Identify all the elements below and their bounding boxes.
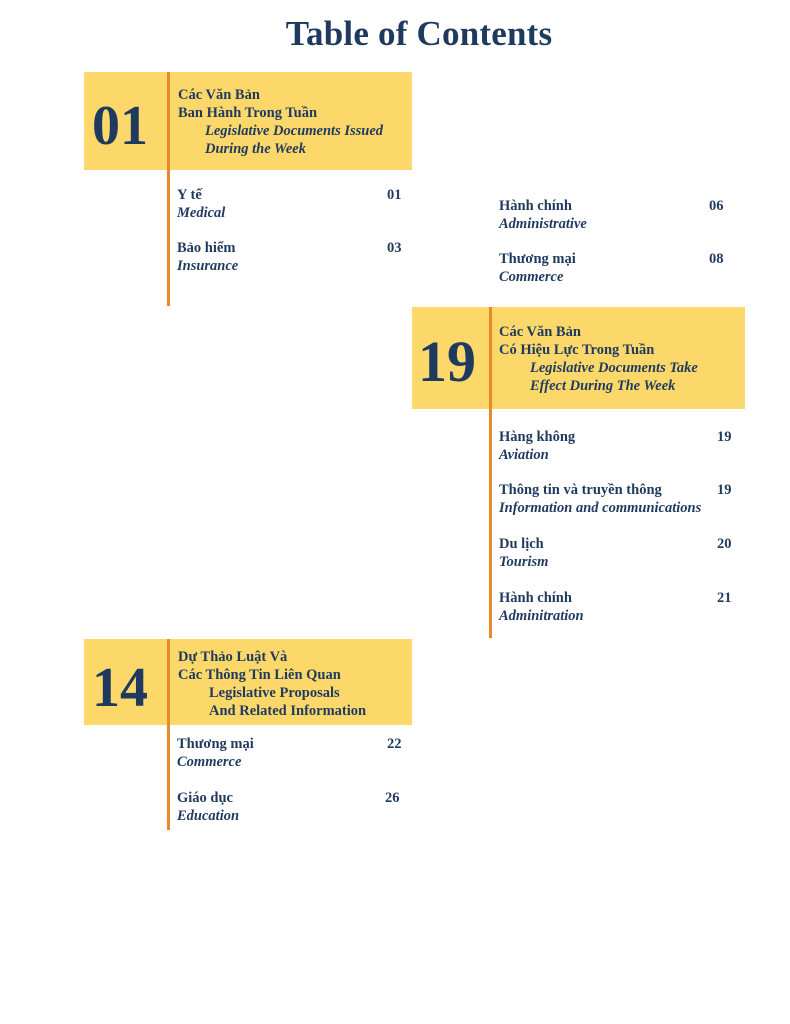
entry-page-number: 03 [387, 240, 402, 256]
entry-title-vi: Bảo hiểm [177, 240, 236, 256]
section-14-heading [178, 648, 366, 720]
toc-entry-commerce[interactable] [499, 250, 727, 286]
section-19-heading-vi-line2: Có Hiệu Lực Trong Tuần [499, 342, 655, 358]
entry-page-number: 22 [387, 736, 402, 752]
entry-title-vi: Y tế [177, 187, 202, 203]
section-19-number: 19 [418, 329, 476, 394]
entry-title-en: Commerce [499, 269, 564, 285]
entry-page-number: 19 [717, 482, 732, 498]
entry-page-number: 21 [717, 590, 732, 606]
toc-entry-insurance[interactable] [177, 239, 403, 275]
entry-title-en: Insurance [177, 258, 239, 274]
entry-title-en: Commerce [177, 754, 242, 770]
entry-page-number: 08 [709, 251, 724, 267]
section-01-heading-vi-line2: Ban Hành Trong Tuần [178, 105, 318, 121]
entry-title-vi: Hành chính [499, 590, 572, 606]
entry-title-vi: Hàng không [499, 429, 576, 445]
section-14-heading-en-line1: Legislative Proposals [209, 685, 340, 701]
toc-entry-aviation[interactable] [499, 428, 733, 464]
entry-title-vi: Du lịch [499, 536, 544, 552]
toc-entry-education[interactable] [177, 789, 403, 825]
section-14-divider [167, 639, 170, 830]
entry-title-vi: Thông tin và truyền thông [499, 482, 662, 498]
toc-entry-tourism[interactable] [499, 535, 733, 571]
toc-entry-administrative[interactable] [499, 197, 727, 233]
entry-title-en: Adminitration [499, 608, 584, 624]
section-14-heading-vi-line1: Dự Thảo Luật Và [178, 649, 288, 665]
toc-entry-commerce[interactable] [177, 735, 403, 771]
section-01-heading-en-line2: During the Week [205, 141, 306, 157]
section-19-divider [489, 307, 492, 638]
section-14-heading-vi-line2: Các Thông Tin Liên Quan [178, 667, 341, 683]
section-01-heading-vi-line1: Các Văn Bản [178, 87, 260, 103]
section-01-heading [178, 86, 383, 158]
entry-title-en: Medical [177, 205, 226, 221]
entry-title-en: Aviation [499, 447, 549, 463]
toc-entry-medical[interactable] [177, 186, 403, 222]
entry-title-en: Information and communications [499, 500, 702, 516]
section-19-heading [499, 323, 698, 395]
entry-page-number: 06 [709, 198, 724, 214]
section-14-heading-en-line2: And Related Information [209, 703, 367, 719]
entry-page-number: 20 [717, 536, 732, 552]
section-01-divider [167, 72, 170, 306]
entry-page-number: 19 [717, 429, 732, 445]
toc-entry-administration[interactable] [499, 589, 733, 625]
entry-title-en: Education [177, 808, 240, 824]
entry-title-vi: Hành chính [499, 198, 572, 214]
toc-entry-information-communications[interactable] [499, 481, 733, 517]
section-01-number: 01 [92, 95, 148, 157]
page-title: Table of Contents [285, 14, 553, 53]
entry-title-vi: Thương mại [177, 736, 254, 752]
entry-title-vi: Thương mại [499, 251, 576, 267]
section-19-heading-vi-line1: Các Văn Bản [499, 324, 581, 340]
entry-title-en: Administrative [499, 216, 587, 232]
section-19-heading-en-line1: Legislative Documents Take [530, 360, 698, 376]
section-19-heading-en-line2: Effect During The Week [530, 378, 676, 394]
entry-title-en: Tourism [499, 554, 549, 570]
section-01-heading-en-line1: Legislative Documents Issued [205, 123, 384, 139]
entry-page-number: 01 [387, 187, 402, 203]
entry-title-vi: Giáo dục [177, 790, 233, 806]
entry-page-number: 26 [385, 790, 400, 806]
section-14-number: 14 [92, 657, 148, 719]
